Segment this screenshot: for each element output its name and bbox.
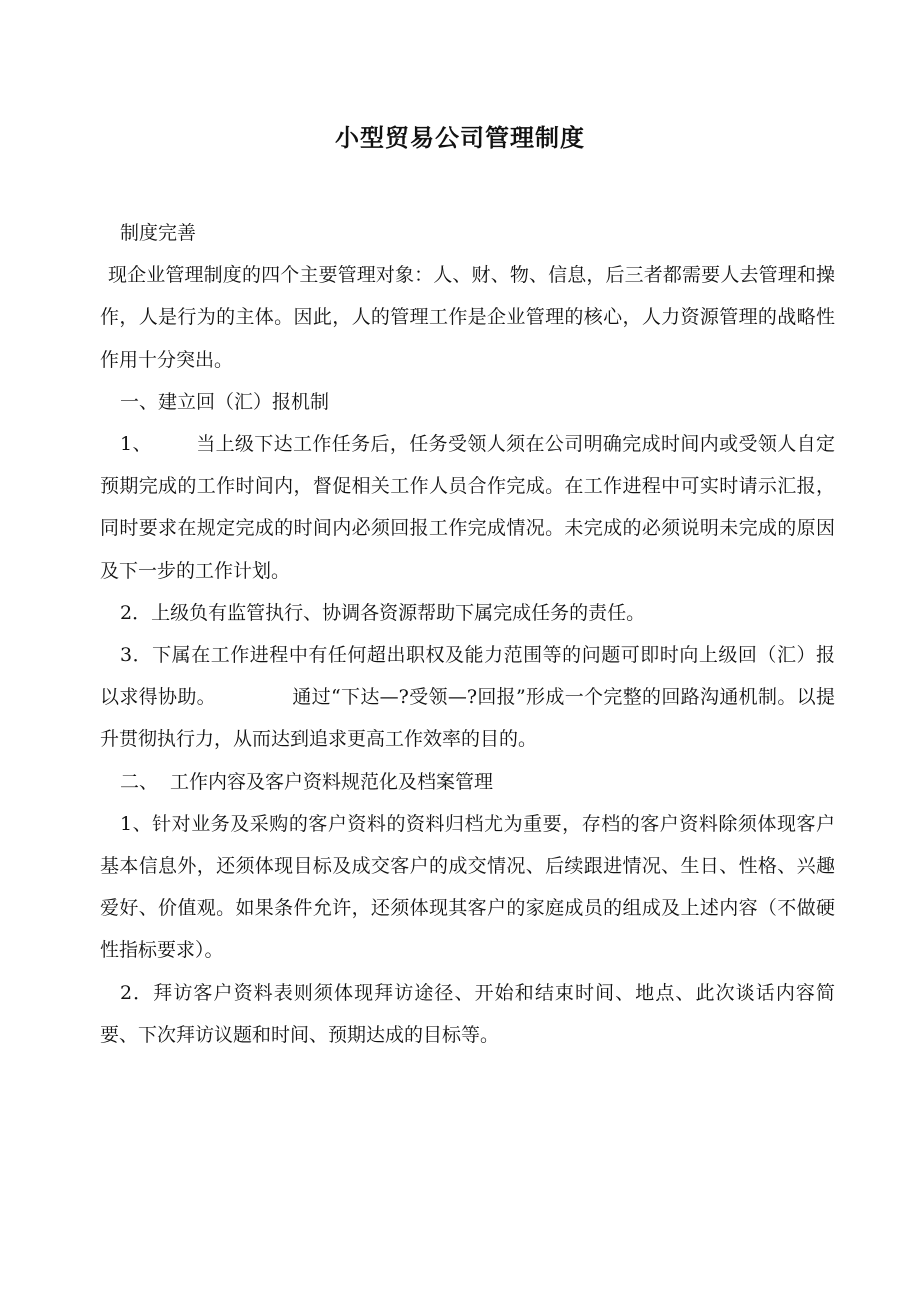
section-heading-1: 一、建立回（汇）报机制: [120, 390, 330, 413]
paragraph-intro: 现企业管理制度的四个主要管理对象：人、财、物、信息，后三者都需要人去管理和操作，人是行为的主体。因此，人的管理工作是企业管理的核心，人力资源管理的战略性作用十分突出。: [100, 264, 835, 371]
item-text: 3．下属在工作进程中有任何超出职权及能力范围等的问题可即时向上级回（汇）报以求得协助。: [100, 644, 835, 709]
item-number: 1、: [120, 433, 152, 456]
document-title: 小型贸易公司管理制度: [335, 123, 585, 152]
paragraph-item-1: [100, 423, 835, 592]
section-number: 二、: [120, 770, 159, 793]
paragraph-item-2: 2．上级负有监管执行、协调各资源帮助下属完成任务的责任。: [120, 601, 646, 624]
section-title: 工作内容及客户资料规范化及档案管理: [170, 770, 494, 793]
paragraph-heading-system: 制度完善: [120, 222, 197, 244]
paragraph-item-3: [100, 634, 835, 761]
section-heading-2: [100, 761, 835, 803]
paragraph-section2-item-2: 2．拜访客户资料表则须体现拜访途径、开始和结束时间、地点、此次谈话内容简要、下次拜访议题和时间、预期达成的目标等。: [100, 981, 835, 1046]
item-text: 当上级下达工作任务后，任务受领人须在公司明确完成时间内或受领人自定预期完成的工作时间内，督促相关工作人员合作完成。在工作进程中可实时请示汇报，同时要求在规定完成的时间内必须回报工作完成情况。未完成的必须说明未完成的原因及下一步的工作计划。: [100, 433, 835, 582]
paragraph-section2-item-1: 1、针对业务及采购的客户资料的资料归档尤为重要，存档的客户资料除须体现客户基本信息外，还须体现目标及成交客户的成交情况、后续跟进情况、生日、性格、兴趣爱好、价值观。如果条件允许，还须体现其客户的家庭成员的组成及上述内容（不做硬性指标要求）。: [100, 812, 835, 962]
item-text-continued: 通过“下达—?受领—?回报”形成一个完整的回路沟通机制。以提升贯彻执行力，从而达到追求更高工作效率的目的。: [100, 686, 835, 751]
document-body: [100, 212, 835, 1056]
